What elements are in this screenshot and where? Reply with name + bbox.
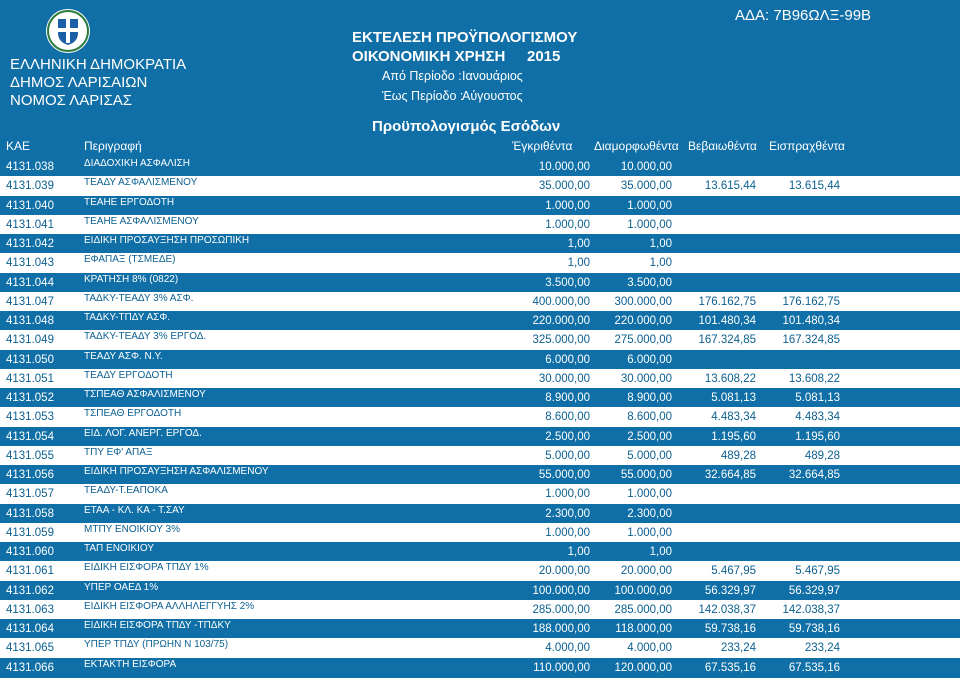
certified-cell: 13.615,44 bbox=[704, 180, 756, 192]
collected-cell: 13.615,44 bbox=[788, 180, 840, 192]
modified-cell: 300.000,00 bbox=[614, 296, 672, 308]
modified-cell: 6.000,00 bbox=[627, 354, 672, 366]
collected-cell: 5.081,13 bbox=[795, 392, 840, 404]
approved-cell: 5.000,00 bbox=[545, 450, 590, 462]
report-title: ΕΚΤΕΛΕΣΗ ΠΡΟΫΠΟΛΟΓΙΣΜΟΥ bbox=[352, 29, 578, 46]
description-cell: ΚΡΑΤΗΣΗ 8% (0822) bbox=[84, 274, 179, 285]
certified-cell: 67.535,16 bbox=[704, 662, 756, 674]
column-header-modified: Διαμορφωθέντα bbox=[594, 139, 679, 153]
period-from-value: Ιανουάριος bbox=[462, 69, 523, 83]
kae-cell: 4131.066 bbox=[6, 662, 54, 674]
approved-cell: 20.000,00 bbox=[538, 565, 590, 577]
description-cell: ΕΙΔΙΚΗ ΕΙΣΦΟΡΑ ΑΛΛΗΛΕΓΓΥΗΣ 2% bbox=[84, 601, 255, 612]
approved-cell: 2.300,00 bbox=[545, 508, 590, 520]
kae-cell: 4131.048 bbox=[6, 315, 54, 327]
approved-cell: 325.000,00 bbox=[532, 334, 590, 346]
certified-cell: 489,28 bbox=[720, 450, 756, 462]
approved-cell: 188.000,00 bbox=[532, 623, 590, 635]
approved-cell: 4.000,00 bbox=[545, 642, 590, 654]
kae-cell: 4131.053 bbox=[6, 411, 54, 423]
modified-cell: 118.000,00 bbox=[615, 623, 672, 635]
kae-cell: 4131.056 bbox=[6, 469, 54, 481]
collected-cell: 1.195,60 bbox=[795, 431, 840, 443]
modified-cell: 220.000,00 bbox=[614, 315, 672, 327]
kae-cell: 4131.049 bbox=[6, 334, 54, 346]
table-row bbox=[0, 176, 960, 196]
table-row bbox=[0, 407, 960, 427]
kae-cell: 4131.061 bbox=[6, 565, 54, 577]
kae-cell: 4131.054 bbox=[6, 431, 54, 443]
approved-cell: 1.000,00 bbox=[545, 219, 590, 231]
kae-cell: 4131.057 bbox=[6, 488, 54, 500]
approved-cell: 285.000,00 bbox=[532, 604, 590, 616]
collected-cell: 176.162,75 bbox=[782, 296, 840, 308]
kae-cell: 4131.059 bbox=[6, 527, 54, 539]
description-cell: ΤΠΥ ΕΦ' ΑΠΑΞ bbox=[84, 447, 153, 458]
collected-cell: 167.324,85 bbox=[782, 334, 840, 346]
description-cell: ΥΠΕΡ ΤΠΔΥ (ΠΡΩΗΝ Ν 103/75) bbox=[84, 639, 229, 650]
approved-cell: 400.000,00 bbox=[532, 296, 590, 308]
certified-cell: 5.081,13 bbox=[711, 392, 756, 404]
modified-cell: 1.000,00 bbox=[627, 200, 672, 212]
collected-cell: 142.038,37 bbox=[782, 604, 840, 616]
kae-cell: 4131.039 bbox=[6, 180, 54, 192]
kae-cell: 4131.063 bbox=[6, 604, 54, 616]
description-cell: ΕΤΑΑ - ΚΛ. ΚΑ - Τ.ΣΑΥ bbox=[84, 505, 185, 516]
collected-cell: 59.738,16 bbox=[788, 623, 840, 635]
org-line-2: ΔΗΜΟΣ ΛΑΡΙΣΑΙΩΝ bbox=[10, 74, 148, 91]
description-cell: ΤΑΔΚΥ-ΤΕΑΔΥ 3% ΑΣΦ. bbox=[84, 293, 194, 304]
table-row bbox=[0, 638, 960, 658]
modified-cell: 1,00 bbox=[649, 546, 672, 558]
collected-cell: 13.608,22 bbox=[788, 373, 840, 385]
kae-cell: 4131.040 bbox=[6, 200, 54, 212]
collected-cell: 489,28 bbox=[804, 450, 840, 462]
kae-cell: 4131.065 bbox=[6, 642, 54, 654]
approved-cell: 35.000,00 bbox=[538, 180, 590, 192]
approved-cell: 220.000,00 bbox=[532, 315, 590, 327]
modified-cell: 2.300,00 bbox=[627, 508, 672, 520]
description-cell: ΤΕΑΗΕ ΕΡΓΟΔΟΤΗ bbox=[84, 197, 175, 208]
modified-cell: 1.000,00 bbox=[627, 219, 672, 231]
approved-cell: 10.000,00 bbox=[538, 161, 590, 173]
approved-cell: 6.000,00 bbox=[545, 354, 590, 366]
kae-cell: 4131.047 bbox=[6, 296, 54, 308]
description-cell: ΤΑΔΚΥ-ΤΕΑΔΥ 3% ΕΡΓΟΔ. bbox=[84, 331, 207, 342]
description-cell: ΔΙΑΔΟΧΙΚΗ ΑΣΦΑΛΙΣΗ bbox=[84, 158, 191, 169]
modified-cell: 2.500,00 bbox=[627, 431, 672, 443]
approved-cell: 1,00 bbox=[567, 546, 590, 558]
modified-cell: 120.000,00 bbox=[614, 662, 672, 674]
table-row bbox=[0, 658, 960, 678]
modified-cell: 10.000,00 bbox=[620, 161, 672, 173]
column-header-certified: Βεβαιωθέντα bbox=[688, 139, 757, 153]
modified-cell: 30.000,00 bbox=[620, 373, 672, 385]
table-row bbox=[0, 484, 960, 504]
modified-cell: 100.000,00 bbox=[614, 585, 672, 597]
collected-cell: 233,24 bbox=[804, 642, 840, 654]
modified-cell: 275.000,00 bbox=[614, 334, 672, 346]
modified-cell: 55.000,00 bbox=[620, 469, 672, 481]
column-header-approved: Έγκριθέντα bbox=[512, 139, 573, 153]
kae-cell: 4131.038 bbox=[6, 161, 54, 173]
description-cell: ΤΕΑΔΥ ΑΣΦΑΛΙΣΜΕΝΟΥ bbox=[84, 177, 198, 188]
certified-cell: 32.664,85 bbox=[704, 469, 756, 481]
org-line-1: ΕΛΛΗΝΙΚΗ ΔΗΜΟΚΡΑΤΙΑ bbox=[10, 56, 187, 73]
modified-cell: 8.900,00 bbox=[627, 392, 672, 404]
table-row bbox=[0, 330, 960, 350]
collected-cell: 5.467,95 bbox=[795, 565, 840, 577]
certified-cell: 5.467,95 bbox=[711, 565, 756, 577]
certified-cell: 1.195,60 bbox=[711, 431, 756, 443]
fiscal-year: 2015 bbox=[527, 48, 561, 65]
description-cell: ΤΣΠΕΑΘ ΑΣΦΑΛΙΣΜΕΝΟΥ bbox=[84, 389, 206, 400]
description-cell: ΥΠΕΡ ΟΑΕΔ 1% bbox=[84, 582, 159, 593]
approved-cell: 1,00 bbox=[567, 257, 590, 269]
org-line-3: ΝΟΜΟΣ ΛΑΡΙΣΑΣ bbox=[10, 92, 133, 109]
kae-cell: 4131.050 bbox=[6, 354, 54, 366]
description-cell: ΕΙΔΙΚΗ ΠΡΟΣΑΥΞΗΣΗ ΑΣΦΑΛΙΣΜΕΝΟΥ bbox=[84, 466, 269, 477]
table-row bbox=[0, 253, 960, 273]
collected-cell: 101.480,34 bbox=[782, 315, 840, 327]
description-cell: ΕΙΔΙΚΗ ΕΙΣΦΟΡΑ ΤΠΔΥ 1% bbox=[84, 562, 209, 573]
kae-cell: 4131.058 bbox=[6, 508, 54, 520]
modified-cell: 5.000,00 bbox=[627, 450, 672, 462]
description-cell: ΤΣΠΕΑΘ ΕΡΓΟΔΟΤΗ bbox=[84, 408, 182, 419]
kae-cell: 4131.041 bbox=[6, 219, 54, 231]
description-cell: ΤΕΑΗΕ ΑΣΦΑΛΙΣΜΕΝΟΥ bbox=[84, 216, 199, 227]
description-cell: ΜΤΠΥ ΕΝΟΙΚΙΟΥ 3% bbox=[84, 524, 181, 535]
certified-cell: 176.162,75 bbox=[698, 296, 756, 308]
certified-cell: 233,24 bbox=[720, 642, 756, 654]
modified-cell: 20.000,00 bbox=[620, 565, 672, 577]
description-cell: ΕΙΔΙΚΗ ΕΙΣΦΟΡΑ ΤΠΔΥ -ΤΠΔΚΥ bbox=[84, 620, 231, 631]
kae-cell: 4131.051 bbox=[6, 373, 54, 385]
modified-cell: 1.000,00 bbox=[627, 488, 672, 500]
modified-cell: 285.000,00 bbox=[614, 604, 672, 616]
collected-cell: 32.664,85 bbox=[788, 469, 840, 481]
kae-cell: 4131.043 bbox=[6, 257, 54, 269]
modified-cell: 1.000,00 bbox=[627, 527, 672, 539]
report-header bbox=[0, 0, 960, 157]
certified-cell: 4.483,34 bbox=[711, 411, 756, 423]
period-from-label: Από Περίοδο : bbox=[382, 69, 462, 83]
description-cell: ΕΙΔΙΚΗ ΠΡΟΣΑΥΞΗΣΗ ΠΡΟΣΩΠΙΚΗ bbox=[84, 235, 250, 246]
period-to-value: Αύγουστος bbox=[462, 89, 523, 103]
period-to-label: Έως Περίοδο : bbox=[382, 89, 464, 103]
certified-cell: 142.038,37 bbox=[698, 604, 756, 616]
description-cell: ΕΦΑΠΑΞ (ΤΣΜΕΔΕ) bbox=[84, 254, 176, 265]
kae-cell: 4131.062 bbox=[6, 585, 54, 597]
collected-cell: 4.483,34 bbox=[795, 411, 840, 423]
certified-cell: 13.608,22 bbox=[704, 373, 756, 385]
certified-cell: 167.324,85 bbox=[698, 334, 756, 346]
modified-cell: 1,00 bbox=[649, 257, 672, 269]
description-cell: ΤΑΔΚΥ-ΤΠΔΥ ΑΣΦ. bbox=[84, 312, 171, 323]
approved-cell: 3.500,00 bbox=[545, 277, 590, 289]
certified-cell: 59.738,16 bbox=[704, 623, 756, 635]
fiscal-label: ΟΙΚΟΝΟΜΙΚΗ ΧΡΗΣΗ bbox=[352, 48, 506, 65]
approved-cell: 2.500,00 bbox=[545, 431, 590, 443]
kae-cell: 4131.055 bbox=[6, 450, 54, 462]
approved-cell: 30.000,00 bbox=[538, 373, 590, 385]
kae-cell: 4131.044 bbox=[6, 277, 54, 289]
description-cell: ΤΕΑΔΥ ΕΡΓΟΔΟΤΗ bbox=[84, 370, 173, 381]
ada-code: ΑΔΑ: 7Β96ΩΛΞ-99Β bbox=[735, 7, 872, 24]
description-cell: ΤΑΠ ΕΝΟΙΚΙΟΥ bbox=[84, 543, 155, 554]
kae-cell: 4131.060 bbox=[6, 546, 54, 558]
approved-cell: 1,00 bbox=[567, 238, 590, 250]
approved-cell: 100.000,00 bbox=[532, 585, 590, 597]
kae-cell: 4131.064 bbox=[6, 623, 54, 635]
budget-table bbox=[0, 157, 960, 677]
approved-cell: 55.000,00 bbox=[538, 469, 590, 481]
kae-cell: 4131.042 bbox=[6, 238, 54, 250]
modified-cell: 3.500,00 bbox=[627, 277, 672, 289]
report-subtitle: Προϋπολογισμός Εσόδων bbox=[372, 118, 561, 135]
certified-cell: 101.480,34 bbox=[698, 315, 756, 327]
approved-cell: 1.000,00 bbox=[545, 200, 590, 212]
description-cell: ΕΙΔ. ΛΟΓ. ΑΝΕΡΓ. ΕΡΓΟΔ. bbox=[84, 428, 202, 439]
table-row bbox=[0, 561, 960, 581]
description-cell: ΕΚΤΑΚΤΗ ΕΙΣΦΟΡΑ bbox=[84, 659, 177, 670]
approved-cell: 8.900,00 bbox=[545, 392, 590, 404]
column-header-collected: Εισπραχθέντα bbox=[769, 139, 845, 153]
description-cell: ΤΕΑΔΥ-Τ.ΕΑΠΟΚΑ bbox=[84, 485, 168, 496]
approved-cell: 110.000,00 bbox=[533, 662, 590, 674]
greek-emblem-icon bbox=[44, 7, 92, 55]
modified-cell: 1,00 bbox=[649, 238, 672, 250]
kae-cell: 4131.052 bbox=[6, 392, 54, 404]
description-cell: ΤΕΑΔΥ ΑΣΦ. Ν.Υ. bbox=[84, 351, 163, 362]
modified-cell: 8.600,00 bbox=[627, 411, 672, 423]
certified-cell: 56.329,97 bbox=[704, 585, 756, 597]
modified-cell: 35.000,00 bbox=[620, 180, 672, 192]
column-header-kae: ΚΑΕ bbox=[6, 139, 31, 153]
approved-cell: 1.000,00 bbox=[545, 488, 590, 500]
approved-cell: 1.000,00 bbox=[545, 527, 590, 539]
collected-cell: 56.329,97 bbox=[788, 585, 840, 597]
approved-cell: 8.600,00 bbox=[545, 411, 590, 423]
column-header-description: Περιγραφή bbox=[84, 139, 142, 153]
collected-cell: 67.535,16 bbox=[788, 662, 840, 674]
modified-cell: 4.000,00 bbox=[627, 642, 672, 654]
